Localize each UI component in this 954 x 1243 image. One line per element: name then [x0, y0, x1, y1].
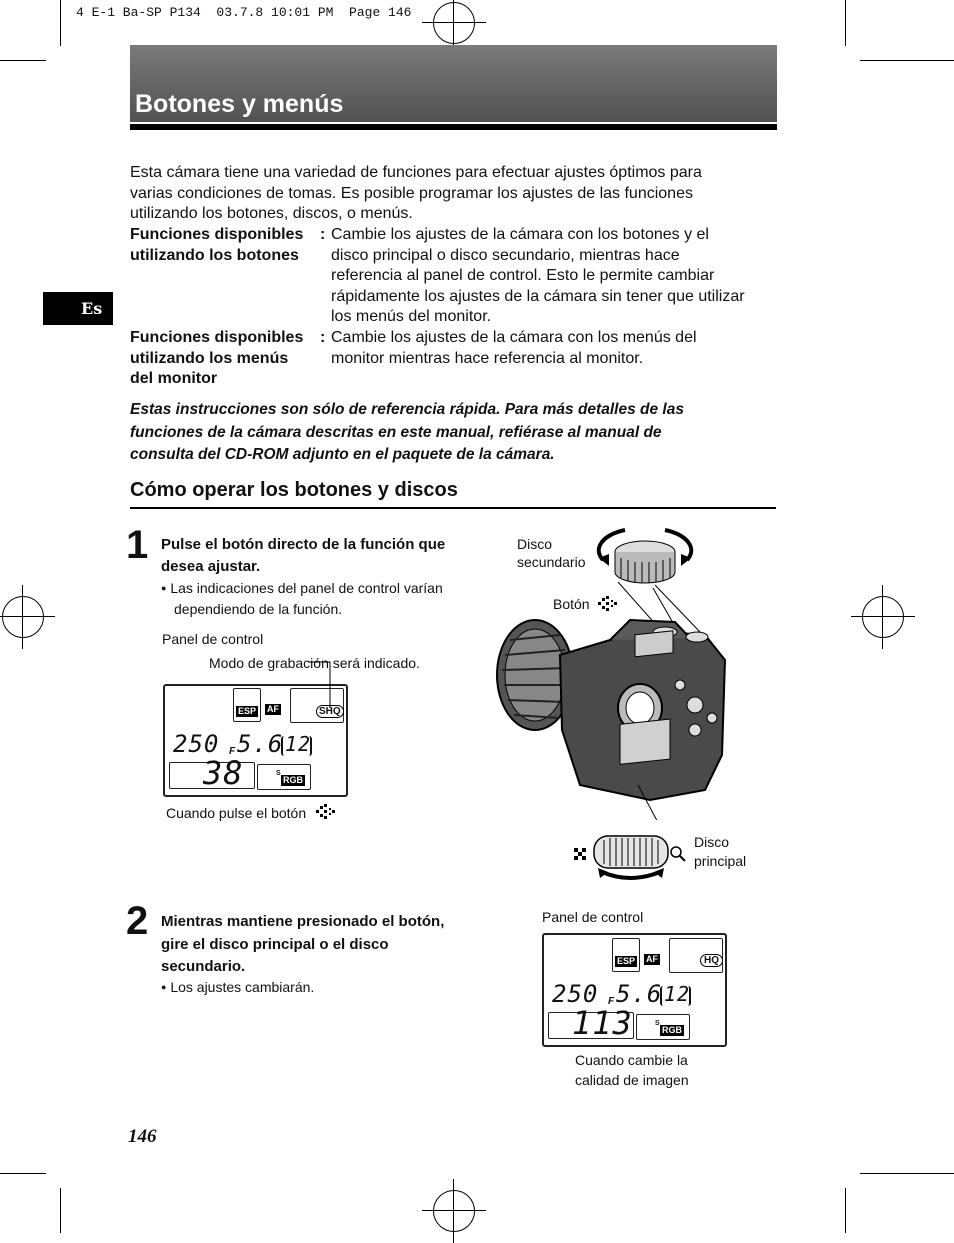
frames-remaining: 113 — [572, 1004, 633, 1042]
quality-button-icon — [316, 804, 336, 825]
step-number-1: 1 — [126, 523, 149, 567]
rgb-indicator: RGB — [283, 775, 303, 785]
f-label: F — [229, 746, 236, 757]
registration-mark — [433, 2, 475, 44]
af-indicator: AF — [646, 954, 658, 964]
camera-illustration — [490, 580, 750, 820]
registration-mark — [862, 596, 904, 638]
language-tab-label: Es — [81, 299, 103, 318]
aperture-readout: 5.6 — [237, 730, 284, 758]
crop-mark — [60, 1188, 61, 1233]
label-modo-grabacion: Modo de grabación será indicado. — [209, 655, 420, 671]
step-1-bullet: ● Las indicaciones del panel de control varían dependiendo de la función. — [161, 580, 443, 617]
intro-paragraph: Esta cámara tiene una variedad de funciones para efectuar ajustes óptimos para varias condiciones de tomas. Es posible programar los ajustes de las funciones utilizando los botones, discos, o menús. — [130, 164, 702, 222]
crop-mark — [0, 60, 46, 61]
rgb-indicator: RGB — [662, 1025, 682, 1035]
label-panel-control-2: Panel de control — [542, 909, 644, 925]
print-header: 4 E-1 Ba-SP P134 03.7.8 10:01 PM Page 146 — [76, 5, 412, 20]
step-1-instruction: Pulse el botón directo de la función que desea ajustar. — [161, 536, 446, 575]
title-underline — [130, 124, 777, 130]
shutter-readout: 250 — [173, 730, 220, 758]
main-dial-icon — [572, 828, 690, 884]
burst-count: 12 — [285, 732, 312, 756]
crop-mark — [845, 1188, 846, 1233]
label-cuando-pulse: Cuando pulse el botón — [166, 803, 336, 825]
metering-box — [233, 688, 261, 722]
definition-desc-1: Cambie los ajustes de la cámara con los botones y el disco principal o disco secundario, mientras hace referencia al panel de control. Esto le permite cambiar rápidamente los ajustes de la cámara sin tener que utilizar los menús del monitor. — [331, 226, 745, 325]
crop-mark — [860, 1173, 954, 1174]
label-boton: Botón — [553, 596, 590, 612]
definition-desc-2: Cambie los ajustes de la cámara con los menús del monitor mientras hace referencia al monitor. — [331, 329, 697, 367]
step-number-2: 2 — [126, 899, 149, 943]
registration-mark — [433, 1190, 475, 1232]
quality-indicator: HQ — [700, 954, 723, 967]
step-2-instruction: Mientras mantiene presionado el botón, gire el disco principal o el disco secundario. — [161, 913, 445, 975]
crop-mark — [845, 0, 846, 46]
registration-mark — [2, 596, 44, 638]
definition-term-1: Funciones disponibles utilizando los botones — [130, 226, 304, 264]
crop-mark — [0, 1173, 46, 1174]
section-title: Cómo operar los botones y discos — [130, 479, 458, 501]
section-rule — [130, 507, 776, 509]
step-2-bullet: ● Los ajustes cambiarán. — [161, 979, 315, 995]
quality-indicator: SHQ — [316, 705, 344, 718]
page-title: Botones y menús — [135, 90, 344, 118]
label-disco-principal: Disco principal — [694, 834, 747, 869]
definition-colon-2: : — [320, 329, 326, 346]
crop-mark — [60, 0, 61, 46]
burst-count: 12 — [664, 982, 691, 1006]
aperture-readout: 5.6 — [616, 980, 663, 1008]
af-indicator: AF — [267, 704, 279, 714]
language-tab — [43, 292, 113, 325]
esp-indicator: ESP — [238, 706, 257, 716]
definition-colon-1: : — [320, 226, 326, 243]
shutter-readout: 250 — [552, 980, 599, 1008]
callout-leader-1 — [300, 660, 340, 720]
control-panel-lcd-2 — [542, 933, 727, 1047]
label-cuando-cambie: Cuando cambie la calidad de imagen — [575, 1052, 689, 1088]
metering-box — [612, 938, 640, 972]
s-indicator: S — [655, 1020, 660, 1027]
s-indicator: S — [276, 770, 281, 777]
definition-term-2: Funciones disponibles utilizando los menús del monitor — [130, 329, 304, 387]
f-label: F — [608, 996, 615, 1007]
page-number: 146 — [128, 1126, 157, 1147]
label-disco-secundario: Disco secundario — [517, 536, 586, 570]
frames-remaining: 38 — [203, 754, 244, 792]
esp-indicator: ESP — [617, 956, 636, 966]
reference-note: Estas instrucciones son sólo de referencia rápida. Para más detalles de las funciones de la cámara descritas en este manual, refiérase al manual de consulta del CD-ROM adjunto en el paquete de la cámara. — [130, 401, 684, 463]
crop-mark — [860, 60, 954, 61]
label-panel-control-1: Panel de control — [162, 631, 264, 647]
